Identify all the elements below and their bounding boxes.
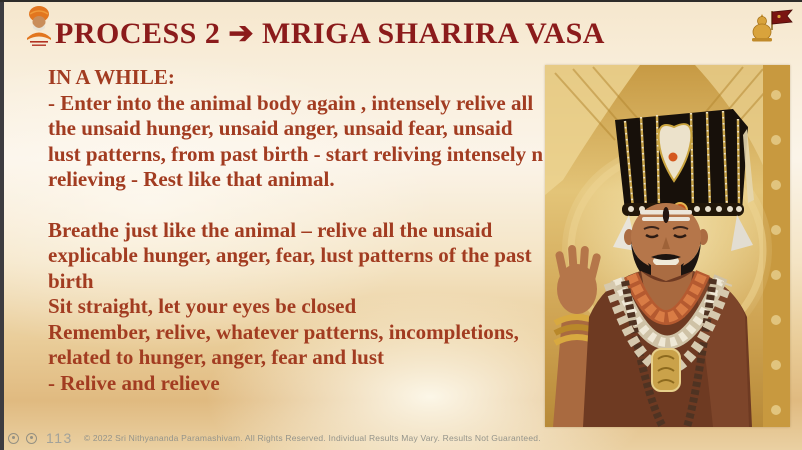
deity-flag-emblem-icon	[750, 8, 794, 44]
body-paragraph: - Enter into the animal body again , intensely relive all the unsaid hunger, unsaid anger, unsaid fear, unsaid lust patterns, from past birth - start reliving intensely n relieving - Rest like that animal.	[48, 90, 544, 191]
body-paragraph: - Relive and relieve	[48, 370, 220, 395]
footer	[8, 429, 541, 447]
body-paragraph: Breathe just like the animal – relive all the unsaid explicable hunger, anger, fear, lust patterns of the past birth	[48, 217, 532, 293]
page-number: 113	[46, 430, 73, 446]
watermark-circle-icon-1	[8, 433, 19, 444]
watermark-circle-icon-2	[26, 433, 37, 444]
body-paragraph: Remember, relive, whatever patterns, incompletions, related to hunger, anger, fear and lust	[48, 319, 519, 369]
copyright-text: © 2022 Sri Nithyananda Paramashivam. All Rights Reserved. Individual Results May Vary. Results Not Guaranteed.	[83, 433, 541, 443]
crown	[615, 109, 754, 217]
body-paragraph: Sit straight, let your eyes be closed	[48, 294, 357, 318]
slide-body-text	[48, 65, 550, 396]
window-left-edge	[0, 2, 4, 450]
body-heading: IN A WHILE:	[48, 65, 175, 89]
guru-photo	[545, 65, 790, 427]
guru-portrait-logo-icon	[24, 5, 54, 49]
slide-title: PROCESS 2 ➔ MRIGA SHARIRA VASA	[55, 17, 605, 50]
robe-and-garlands	[583, 271, 752, 427]
